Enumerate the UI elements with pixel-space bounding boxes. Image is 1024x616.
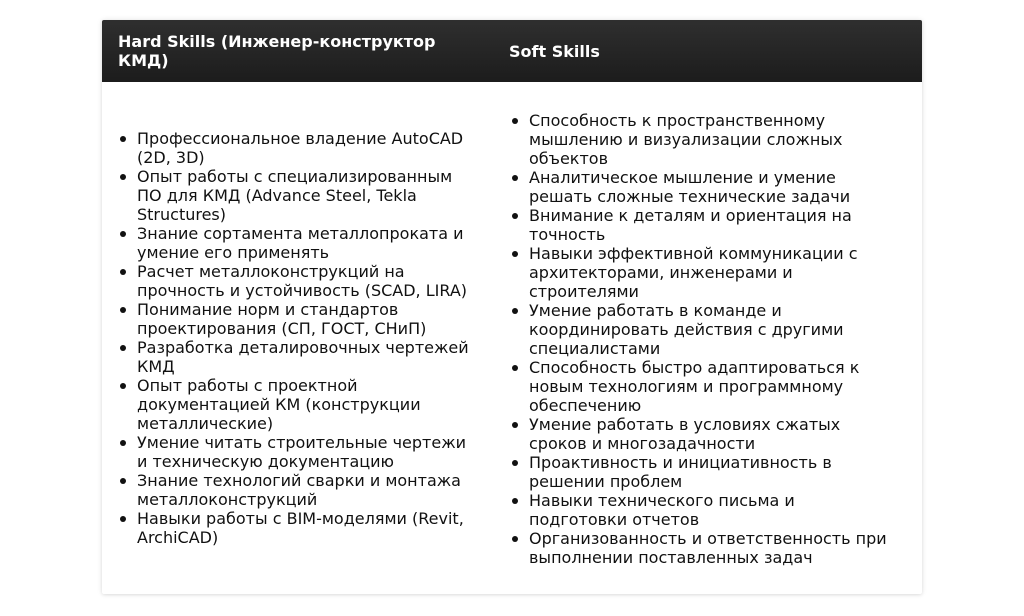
- list-item: [510, 491, 895, 529]
- list-item: [510, 301, 895, 358]
- bullet-icon: [512, 308, 518, 314]
- hard-skill-text: Расчет металлоконструкций на прочность и устойчивость (SCAD, LIRA): [137, 262, 467, 300]
- list-item: [118, 129, 478, 167]
- bullet-icon: [120, 174, 126, 180]
- bullet-icon: [512, 422, 518, 428]
- soft-skill-text: Аналитическое мышление и умение решать сложные технические задачи: [529, 168, 851, 206]
- bullet-icon: [120, 307, 126, 313]
- hard-skills-list: [118, 129, 478, 547]
- list-item: [118, 167, 478, 224]
- bullet-icon: [120, 440, 126, 446]
- hard-skill-text: Знание технологий сварки и монтажа металлоконструкций: [137, 471, 461, 509]
- bullet-icon: [120, 478, 126, 484]
- soft-skill-text: Навыки эффективной коммуникации с архитекторами, инженерами и строителями: [529, 244, 858, 301]
- list-item: [510, 244, 895, 301]
- bullet-icon: [512, 118, 518, 124]
- soft-skill-text: Организованность и ответственность при выполнении поставленных задач: [529, 529, 887, 567]
- bullet-icon: [120, 136, 126, 142]
- list-item: [510, 529, 895, 567]
- list-item: [510, 168, 895, 206]
- list-item: [510, 358, 895, 415]
- soft-skill-text: Способность к пространственному мышлению и визуализации сложных объектов: [529, 111, 843, 168]
- soft-skills-list: [510, 111, 895, 567]
- list-item: [510, 206, 895, 244]
- list-item: [510, 111, 895, 168]
- list-item: [118, 433, 478, 471]
- bullet-icon: [120, 231, 126, 237]
- hard-skill-text: Знание сортамента металлопроката и умение его применять: [137, 224, 464, 262]
- bullet-icon: [512, 213, 518, 219]
- list-item: [118, 509, 478, 547]
- list-item: [510, 415, 895, 453]
- bullet-icon: [512, 251, 518, 257]
- bullet-icon: [512, 460, 518, 466]
- hard-skill-text: Опыт работы с специализированным ПО для КМД (Advance Steel, Tekla Structures): [137, 167, 453, 224]
- bullet-icon: [120, 269, 126, 275]
- hard-skill-text: Профессиональное владение AutoCAD (2D, 3D): [137, 129, 464, 167]
- bullet-icon: [120, 516, 126, 522]
- skills-table: [102, 20, 922, 594]
- hard-skill-text: Опыт работы с проектной документацией КМ (конструкции металлические): [137, 376, 421, 433]
- bullet-icon: [512, 365, 518, 371]
- hard-skill-text: Разработка деталировочных чертежей КМД: [137, 338, 469, 376]
- soft-skill-text: Умение работать в команде и координировать действия с другими специалистами: [529, 301, 844, 358]
- list-item: [510, 453, 895, 491]
- soft-skill-text: Навыки технического письма и подготовки отчетов: [529, 491, 795, 529]
- list-item: [118, 224, 478, 262]
- list-item: [118, 262, 478, 300]
- soft-skill-text: Способность быстро адаптироваться к новым технологиям и программному обеспечению: [529, 358, 860, 415]
- list-item: [118, 471, 478, 509]
- soft-skills-header: Soft Skills: [509, 42, 600, 61]
- soft-skill-text: Внимание к деталям и ориентация на точность: [529, 206, 852, 244]
- list-item: [118, 376, 478, 433]
- hard-skill-text: Умение читать строительные чертежи и техническую документацию: [137, 433, 466, 471]
- hard-skills-header: Hard Skills (Инженер-конструктор КМД): [118, 32, 436, 70]
- hard-skill-text: Навыки работы с BIM-моделями (Revit, ArchiCAD): [137, 509, 464, 547]
- list-item: [118, 338, 478, 376]
- list-item: [118, 300, 478, 338]
- bullet-icon: [120, 383, 126, 389]
- soft-skill-text: Умение работать в условиях сжатых сроков и многозадачности: [529, 415, 841, 453]
- bullet-icon: [120, 345, 126, 351]
- bullet-icon: [512, 498, 518, 504]
- bullet-icon: [512, 536, 518, 542]
- table-header-row: [102, 20, 922, 82]
- soft-skill-text: Проактивность и инициативность в решении проблем: [529, 453, 832, 491]
- bullet-icon: [512, 175, 518, 181]
- hard-skill-text: Понимание норм и стандартов проектирования (СП, ГОСТ, СНиП): [137, 300, 427, 338]
